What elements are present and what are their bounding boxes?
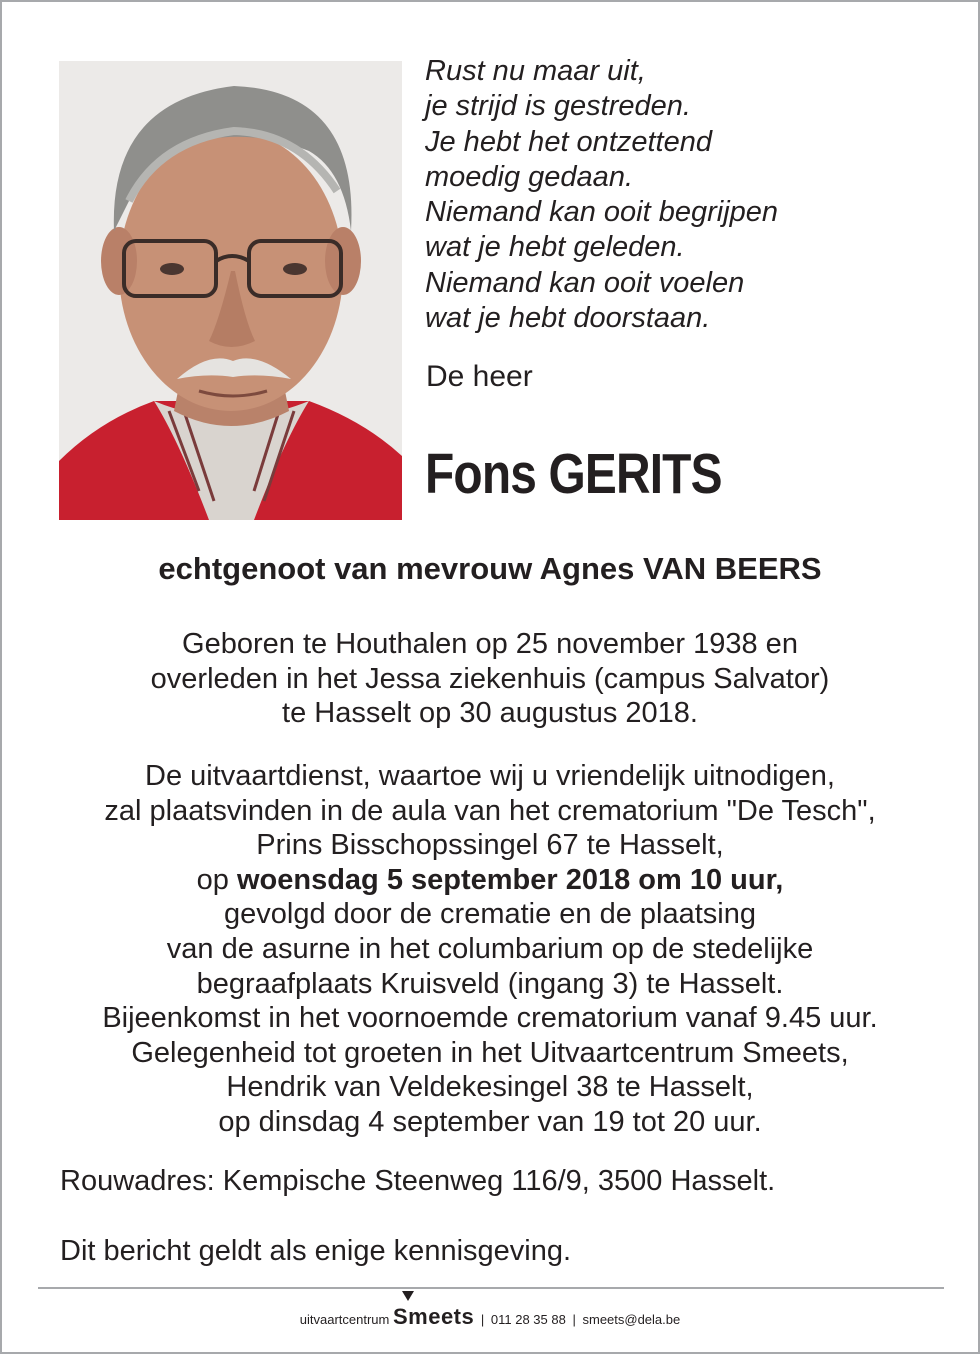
service-line: Hendrik van Veldekesingel 38 te Hasselt, <box>226 1071 754 1104</box>
poem-line: wat je hebt geleden. <box>425 231 685 264</box>
mourning-address: Rouwadres: Kempische Steenweg 116/9, 3500 Hasselt. <box>60 1165 776 1197</box>
service-line: De uitvaartdienst, waartoe wij u vriendelijk uitnodigen, <box>145 760 835 792</box>
footer-phone: 011 28 35 88 <box>490 1312 566 1327</box>
logo-arrow-icon <box>402 1291 414 1301</box>
poem-line: wat je hebt doorstaan. <box>425 302 711 335</box>
footer-divider <box>38 1287 944 1289</box>
service-block <box>0 759 980 1140</box>
service-date-prefix: op <box>196 863 229 896</box>
poem-line: Niemand kan ooit voelen <box>425 266 745 299</box>
service-line: Prins Bisschopssingel 67 te Hasselt, <box>256 829 724 862</box>
service-line: Gelegenheid tot groeten in het Uitvaartcentrum Smeets, <box>131 1036 849 1069</box>
salutation: De heer <box>426 360 533 393</box>
brand-logo <box>393 1304 474 1329</box>
portrait-photo <box>59 61 402 520</box>
spouse-line: echtgenoot van mevrouw Agnes VAN BEERS <box>158 551 822 586</box>
birth-death-line: overleden in het Jessa ziekenhuis (campus Salvator) <box>150 662 830 695</box>
poem-line: je strijd is gestreden. <box>425 90 691 123</box>
footer-separator: | <box>480 1312 485 1327</box>
service-line: gevolgd door de crematie en de plaatsing <box>223 898 757 931</box>
service-date: woensdag 5 september 2018 om 10 uur, <box>236 863 784 896</box>
brand-name: Smeets <box>392 1304 475 1329</box>
poem-line: Rust nu maar uit, <box>425 55 646 87</box>
service-line: Bijeenkomst in het voornoemde crematorium vanaf 9.45 uur. <box>102 1002 878 1035</box>
footer <box>0 1304 980 1330</box>
brand-prefix: uitvaartcentrum <box>299 1312 390 1327</box>
birth-death-line: te Hasselt op 30 augustus 2018. <box>282 697 698 730</box>
poem-line: Je hebt het ontzettend <box>425 125 712 158</box>
birth-death-line: Geboren te Houthalen op 25 november 1938 en <box>182 628 798 660</box>
service-line: van de asurne in het columbarium op de stedelijke <box>166 932 814 965</box>
poem <box>425 54 778 336</box>
poem-line: Niemand kan ooit begrijpen <box>425 196 779 229</box>
footer-email: smeets@dela.be <box>582 1312 681 1327</box>
service-date-line <box>0 863 980 898</box>
poem-line: moedig gedaan. <box>425 160 633 193</box>
birth-death-block <box>0 627 980 731</box>
deceased-name: Fons GERITS <box>425 442 722 506</box>
footer-separator: | <box>572 1312 576 1327</box>
service-line: op dinsdag 4 september van 19 tot 20 uur. <box>218 1105 762 1138</box>
service-line: begraafplaats Kruisveld (ingang 3) te Hasselt. <box>196 967 784 1000</box>
notice-text: Dit bericht geldt als enige kennisgeving. <box>60 1235 572 1267</box>
service-line: zal plaatsvinden in de aula van het crematorium "De Tesch", <box>104 794 876 827</box>
